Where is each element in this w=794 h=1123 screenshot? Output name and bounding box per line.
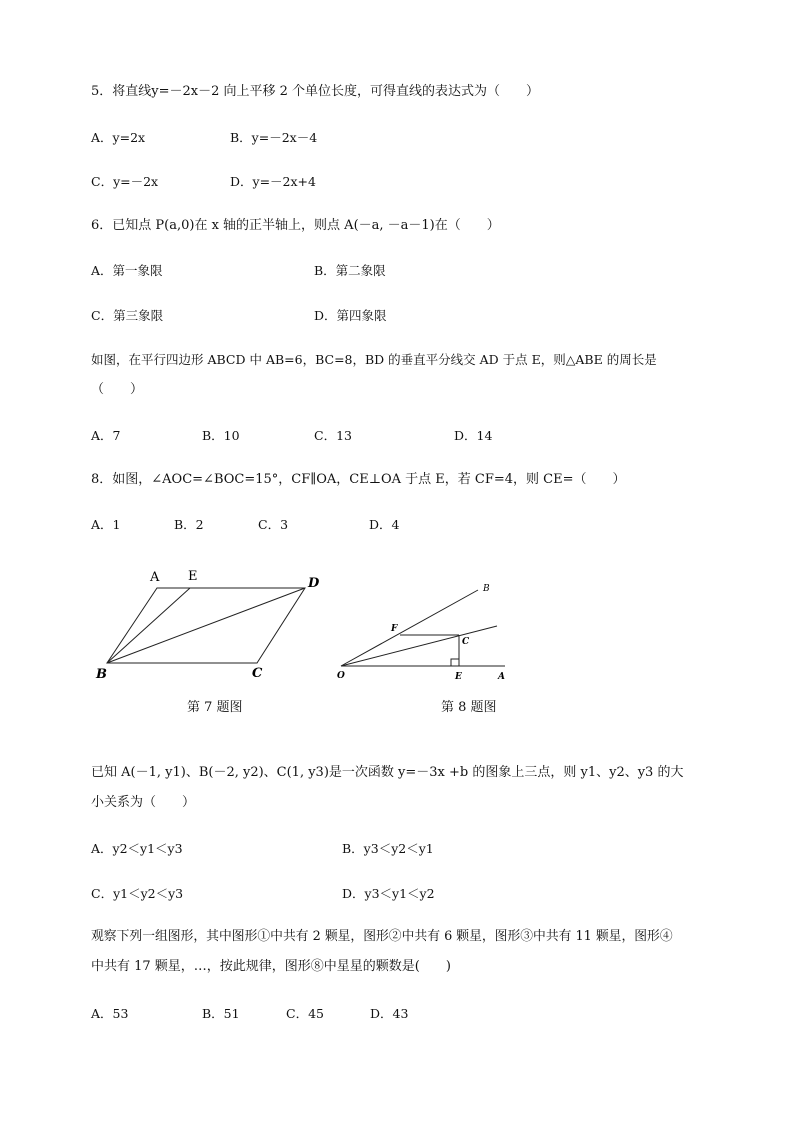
q7-option-d: D．14 xyxy=(454,428,493,443)
figure-7-parallelogram xyxy=(107,588,305,663)
q7-stem-line1: 如图，在平行四边形 ABCD 中 AB=6，BC=8，BD 的垂直平分线交 AD 于点 E，则△ABE 的周长是 xyxy=(91,352,657,367)
q9-option-b: B．y3＜y2＜y1 xyxy=(342,841,434,856)
q9-option-a: A．y2＜y1＜y3 xyxy=(91,841,183,856)
q7-option-c: C．13 xyxy=(314,428,352,443)
q7-option-a: A．7 xyxy=(91,428,121,443)
q8-option-b: B．2 xyxy=(174,517,204,532)
q6-option-b: B．第二象限 xyxy=(314,263,386,278)
q6-stem: 6．已知点 P(a,0)在 x 轴的正半轴上，则点 A(－a, －a－1)在（ ） xyxy=(91,218,500,233)
q10-option-c: C．45 xyxy=(286,1006,324,1021)
segment-bd xyxy=(107,588,305,663)
q7-option-b: B．10 xyxy=(202,428,240,443)
q9-option-d: D．y3＜y1＜y2 xyxy=(342,886,435,901)
q10-stem-line2: 中共有 17 颗星，…，按此规律，图形⑧中星星的颗数是( ) xyxy=(91,959,451,974)
fig7-label-a: A xyxy=(150,570,160,585)
segment-be xyxy=(107,588,190,663)
fig8-label-f: F xyxy=(391,624,398,634)
q5-stem: 5．将直线y=－2x－2 向上平移 2 个单位长度，可得直线的表达式为（ ） xyxy=(91,84,540,99)
q9-stem-line1: 已知 A(－1, y1)、B(－2, y2)、C(1, y3)是一次函数 y=－3x +b 的图象上三点，则 y1、y2、y3 的大 xyxy=(91,765,684,780)
fig7-caption: 第 7 题图 xyxy=(187,700,243,715)
q9-option-c: C．y1＜y2＜y3 xyxy=(91,886,184,901)
q10-option-d: D．43 xyxy=(370,1006,409,1021)
q6-option-c: C．第三象限 xyxy=(91,308,164,323)
fig7-label-b: B xyxy=(96,667,107,682)
q5-option-b: B．y=－2x－4 xyxy=(230,130,318,145)
q10-stem-line1: 观察下列一组图形，其中图形①中共有 2 颗星，图形②中共有 6 颗星，图形③中共有 11 颗星，图形④ xyxy=(91,929,673,944)
fig7-label-d: D xyxy=(308,576,320,591)
fig8-label-e: E xyxy=(455,672,462,682)
fig8-label-c: C xyxy=(462,637,470,647)
q5-option-d: D．y=－2x+4 xyxy=(230,174,316,189)
q10-option-a: A．53 xyxy=(91,1006,129,1021)
q6-option-a: A．第一象限 xyxy=(91,263,163,278)
figures xyxy=(0,560,794,690)
q9-stem-line2: 小关系为（ ） xyxy=(91,795,196,810)
q8-option-c: C．3 xyxy=(258,517,289,532)
q5-option-c: C．y=－2x xyxy=(91,174,159,189)
fig7-label-e: E xyxy=(188,569,198,584)
q5-option-a: A．y=2x xyxy=(91,130,146,145)
fig8-label-o: O xyxy=(337,671,345,681)
ray-ob xyxy=(341,590,478,666)
fig7-label-c: C xyxy=(252,666,263,681)
right-angle-mark xyxy=(451,659,459,666)
fig8-label-b: B xyxy=(483,584,490,594)
fig8-label-a: A xyxy=(498,672,505,682)
q8-stem: 8．如图，∠AOC=∠BOC=15°，CF∥OA，CE⊥OA 于点 E，若 CF=4，则 CE=（ ） xyxy=(91,472,626,487)
q7-stem-line2: （ ） xyxy=(91,382,144,397)
ray-oc xyxy=(341,626,497,666)
q6-option-d: D．第四象限 xyxy=(314,308,387,323)
q10-option-b: B．51 xyxy=(202,1006,240,1021)
q8-option-d: D．4 xyxy=(369,517,400,532)
figure-8-angle xyxy=(341,590,505,666)
fig8-caption: 第 8 题图 xyxy=(441,700,497,715)
q8-option-a: A．1 xyxy=(91,517,121,532)
